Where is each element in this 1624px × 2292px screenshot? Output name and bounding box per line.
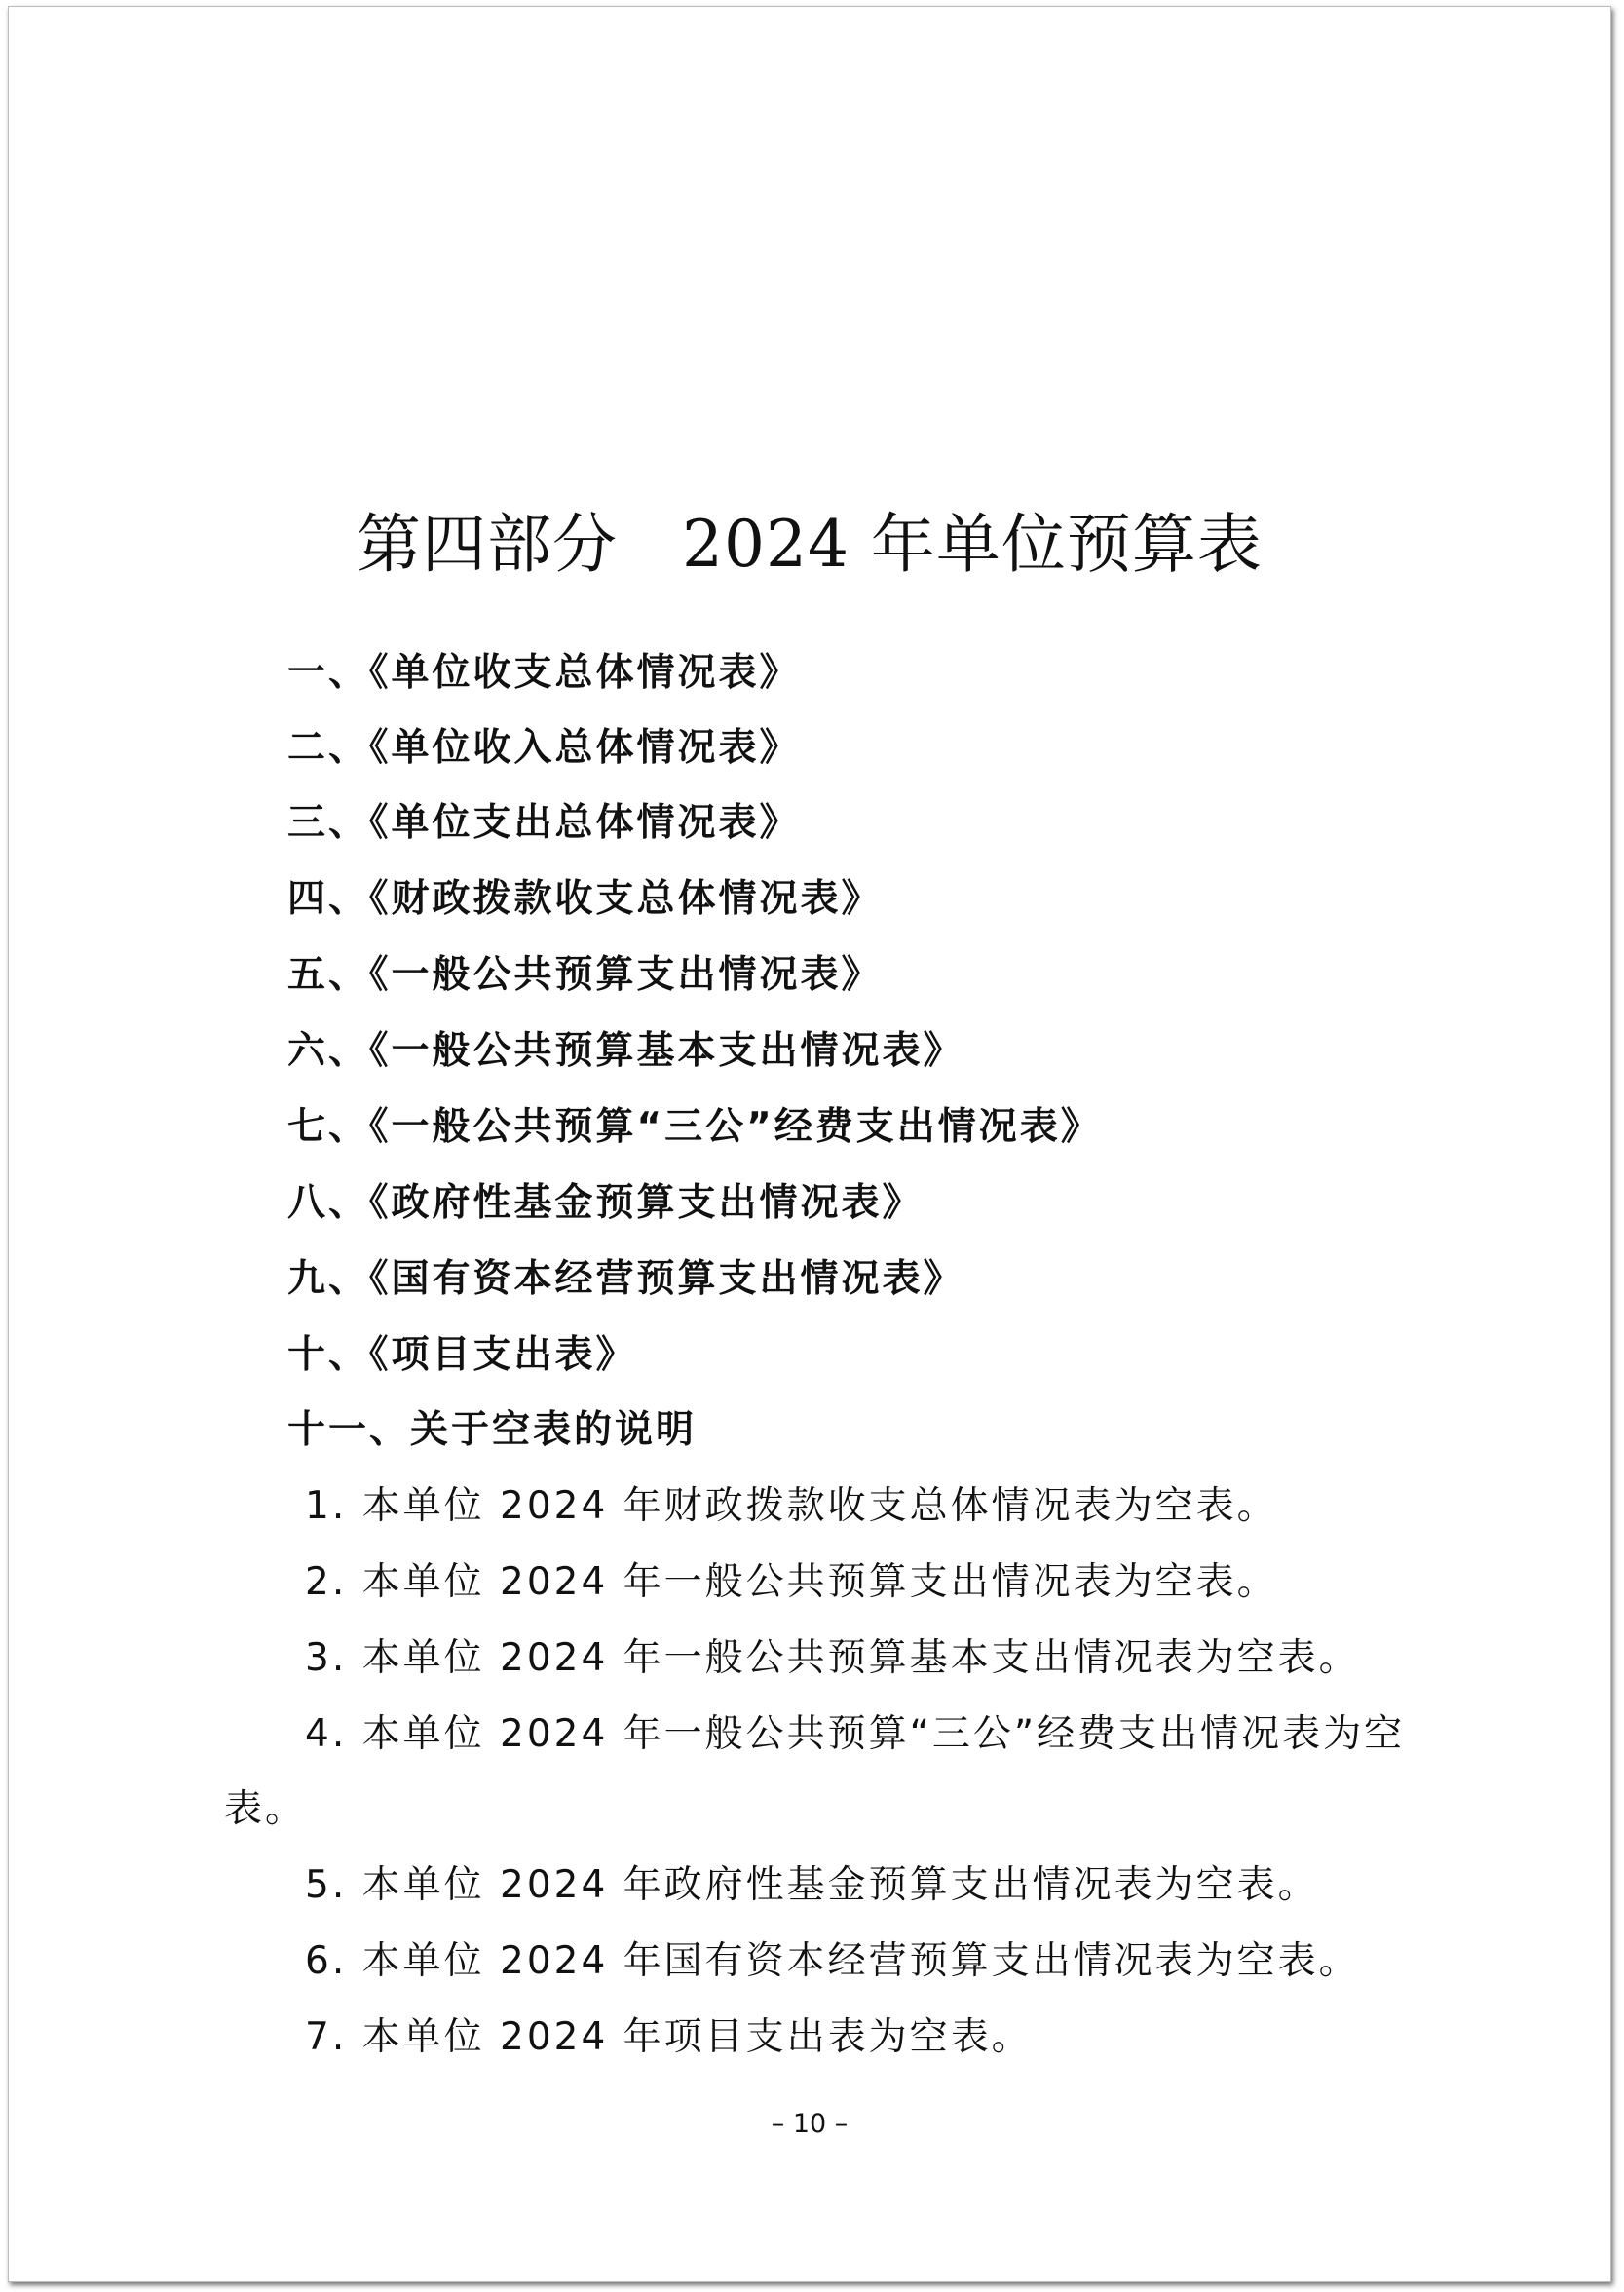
page-number: – 10 – — [771, 2109, 849, 2139]
toc-item-3: 三、《单位支出总体情况表》 — [287, 801, 801, 845]
toc-item-7: 七、《一般公共预算“三公”经费支出情况表》 — [287, 1105, 1102, 1149]
note-item-4-continued: 表。 — [224, 1787, 307, 1831]
toc-item-9: 九、《国有资本经营预算支出情况表》 — [287, 1257, 964, 1301]
note-item-5: 5. 本单位 2024 年政府性基金预算支出情况表为空表。 — [305, 1863, 1319, 1907]
note-item-6: 6. 本单位 2024 年国有资本经营预算支出情况表为空表。 — [305, 1939, 1360, 1983]
toc-item-2: 二、《单位收入总体情况表》 — [287, 726, 801, 770]
toc-item-5: 五、《一般公共预算支出情况表》 — [287, 953, 883, 997]
toc-item-11: 十一、关于空表的说明 — [287, 1408, 698, 1452]
note-item-1: 1. 本单位 2024 年财政拨款收支总体情况表为空表。 — [305, 1484, 1278, 1528]
toc-item-4: 四、《财政拨款收支总体情况表》 — [287, 877, 883, 921]
document-page — [8, 6, 1611, 2282]
page-title: 第四部分 2024 年单位预算表 — [357, 507, 1263, 582]
toc-item-1: 一、《单位收支总体情况表》 — [287, 651, 801, 695]
note-item-2: 2. 本单位 2024 年一般公共预算支出情况表为空表。 — [305, 1560, 1278, 1604]
note-item-3: 3. 本单位 2024 年一般公共预算基本支出情况表为空表。 — [305, 1636, 1360, 1680]
toc-item-8: 八、《政府性基金预算支出情况表》 — [287, 1181, 924, 1225]
toc-item-10: 十、《项目支出表》 — [287, 1333, 637, 1377]
note-item-7: 7. 本单位 2024 年项目支出表为空表。 — [305, 2015, 1033, 2059]
note-item-4: 4. 本单位 2024 年一般公共预算“三公”经费支出情况表为空 — [305, 1712, 1406, 1756]
toc-item-6: 六、《一般公共预算基本支出情况表》 — [287, 1029, 964, 1073]
